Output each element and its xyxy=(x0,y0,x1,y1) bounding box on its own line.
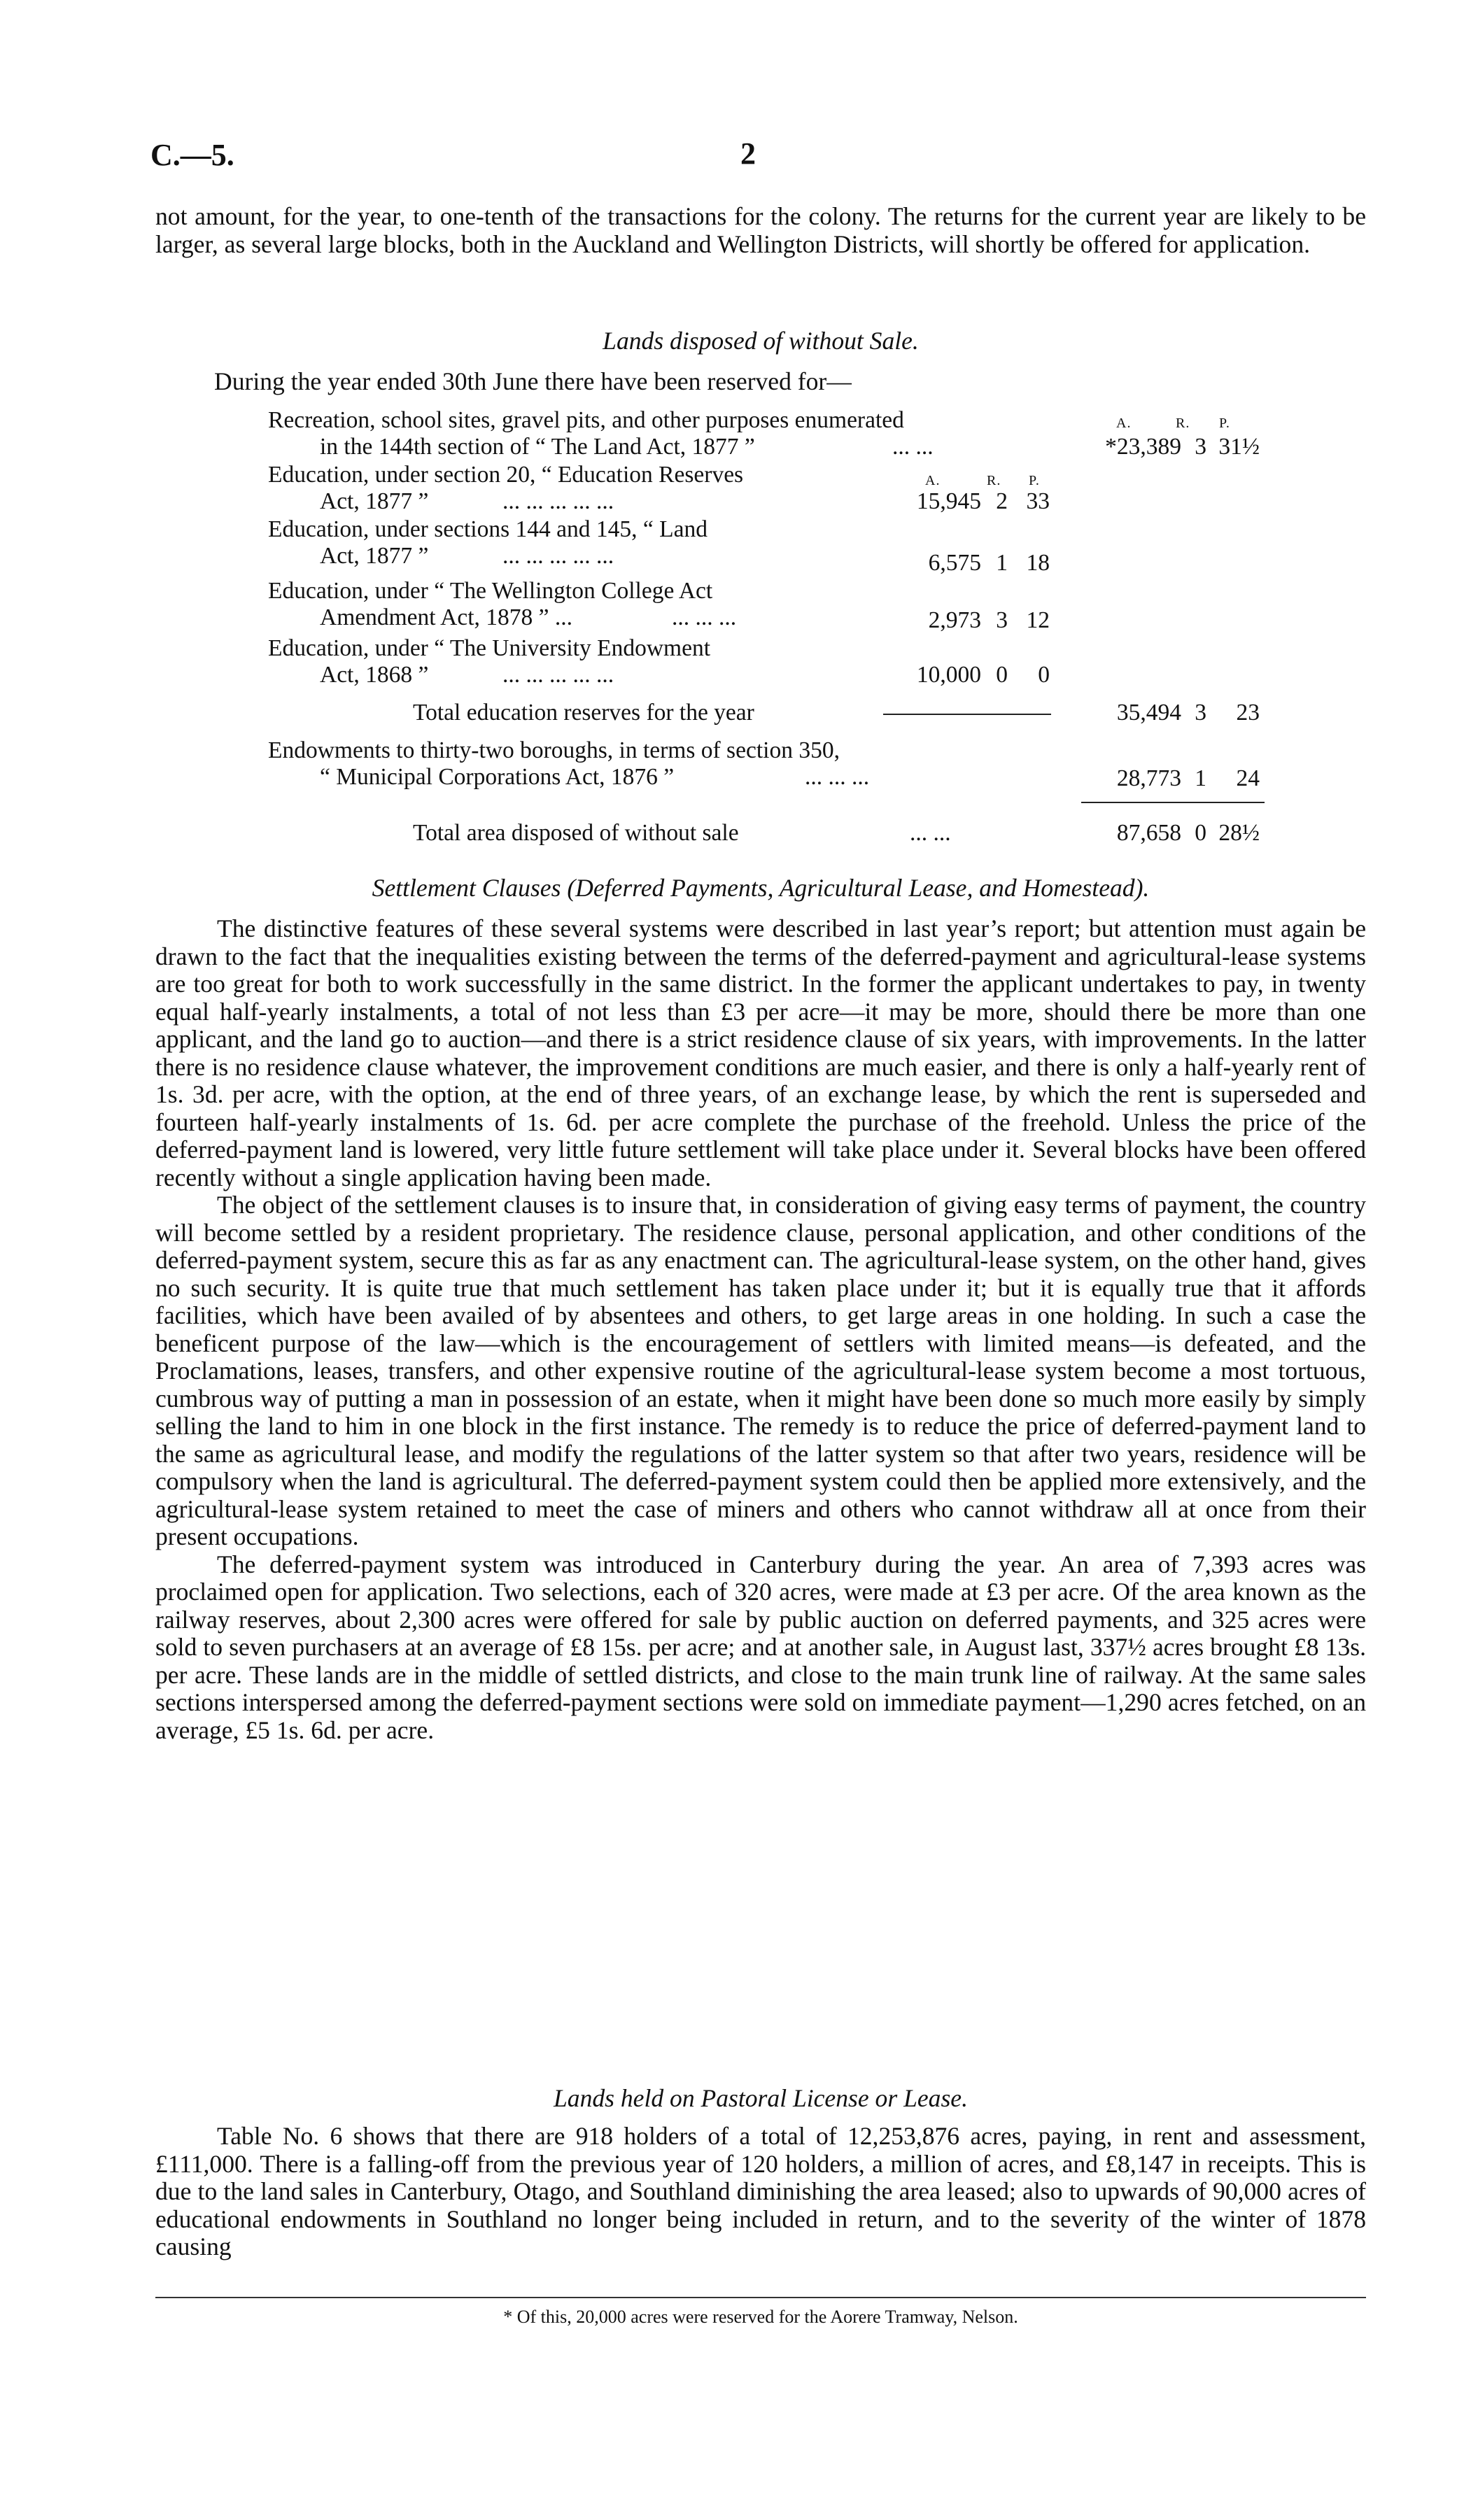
document-reference: C.—5. xyxy=(150,138,234,172)
page-number: 2 xyxy=(740,136,756,171)
row-edu-s20-perches: 33 xyxy=(1026,488,1050,514)
section-heading-lands-without-sale: Lands disposed of without Sale. xyxy=(603,327,919,355)
row-recreation-acres: *23,389 xyxy=(1105,434,1181,460)
row-edu-s144-line1: Education, under sections 144 and 145, “ Land xyxy=(268,516,708,542)
row-edu-s20-dots: ... ... ... ... ... xyxy=(502,488,614,514)
row-edu-wellington-line2: Amendment Act, 1878 ” ... xyxy=(320,604,572,630)
intro-paragraph-block xyxy=(155,203,1366,258)
total-education-perches: 23 xyxy=(1236,700,1260,725)
row-recreation-line2: in the 144th section of “ The Land Act, 1877 ” xyxy=(320,434,755,460)
endowments-line2: “ Municipal Corporations Act, 1876 ” xyxy=(320,764,675,790)
row-edu-s20-line2: Act, 1877 ” xyxy=(320,488,429,514)
footnote: * Of this, 20,000 acres were reserved for the Aorere Tramway, Nelson. xyxy=(503,2307,1018,2327)
endowments-line1: Endowments to thirty-two boroughs, in terms of section 350, xyxy=(268,737,840,763)
total-area-perches: 28½ xyxy=(1218,820,1260,846)
intro-paragraph: not amount, for the year, to one-tenth of the transactions for the colony. The returns for the current year are likely to be larger, as several large blocks, both in the Auckland and Wellington Districts, will shortly be offered for application. xyxy=(155,202,1366,258)
pastoral-paragraph: Table No. 6 shows that there are 918 holders of a total of 12,253,876 acres, paying, in rent and assessment, £111,000. There is a falling-off from the previous year of 120 holders, a million of acres, and £8,147 in receipts. This is due to the land sales in Canterbury, Otago, and Southland diminishing the area leased; also to upwards of 90,000 acres of educational endowments in Southland no longer being included in return, and to the severity of the winter of 1878 causing xyxy=(155,2122,1366,2260)
endowments-roods: 1 xyxy=(1195,765,1206,791)
row-edu-university-perches: 0 xyxy=(1038,662,1050,688)
endowments-dots: ... ... ... xyxy=(805,764,870,790)
col-header-perches: P. xyxy=(1219,416,1230,431)
inner-col-header-roods: R. xyxy=(987,473,1001,488)
row-edu-s20-roods: 2 xyxy=(996,488,1008,514)
inner-col-header-acres: A. xyxy=(925,473,941,488)
col-header-acres: A. xyxy=(1116,416,1132,431)
settlement-clauses-body xyxy=(155,915,1366,1744)
row-edu-university-line1: Education, under “ The University Endowment xyxy=(268,635,711,661)
row-edu-s20-line1: Education, under section 20, “ Education Reserves xyxy=(268,462,744,488)
footnote-rule xyxy=(155,2297,1366,2298)
row-edu-university-acres: 10,000 xyxy=(916,662,981,688)
row-edu-wellington-roods: 3 xyxy=(996,607,1008,633)
row-edu-university-line2: Act, 1868 ” xyxy=(320,662,429,688)
settlement-paragraph-1: The distinctive features of these several systems were described in last year’s report; but attention must again be drawn to the fact that the inequalities existing between the terms of the deferred-payment and agricultural-lease systems are too great for both to work successfully in the same district. In the former the applicant undertakes to pay, in twenty equal half-yearly instalments, a total of not less than £3 per acre—it may be more, should there be more than one applicant, and the land go to auction—and there is a strict residence clause of six years, with improvements. In the latter there is no residence clause whatever, the improvement conditions are much easier, and there is only a half-yearly rent of 1s. 3d. per acre, with the option, at the end of three years, of an exchange lease, by which the rent is superseded and fourteen half-yearly instalments of 1s. 6d. per acre complete the purchase of the freehold. Unless the price of the deferred-payment land is lowered, very little future settlement will take place under it. Several blocks have been offered recently without a single application having been made. xyxy=(155,914,1366,1191)
total-area-label: Total area disposed of without sale xyxy=(413,820,739,846)
section-heading-pastoral-license: Lands held on Pastoral License or Lease. xyxy=(554,2084,968,2112)
row-edu-s20-acres: 15,945 xyxy=(916,488,981,514)
total-rule xyxy=(1081,802,1265,803)
total-education-label: Total education reserves for the year xyxy=(413,700,754,725)
endowments-perches: 24 xyxy=(1236,765,1260,791)
row-edu-university-dots: ... ... ... ... ... xyxy=(502,662,614,688)
total-area-acres: 87,658 xyxy=(1116,820,1181,846)
total-education-roods: 3 xyxy=(1195,700,1206,725)
row-edu-s144-roods: 1 xyxy=(996,550,1008,576)
section1-lead: During the year ended 30th June there have been reserved for— xyxy=(214,367,852,395)
inner-col-header-perches: P. xyxy=(1029,473,1040,488)
col-header-roods: R. xyxy=(1176,416,1190,431)
row-edu-university-roods: 0 xyxy=(996,662,1008,688)
endowments-acres: 28,773 xyxy=(1116,765,1181,791)
row-edu-s144-dots: ... ... ... ... ... xyxy=(502,543,614,569)
row-edu-wellington-dots: ... ... ... xyxy=(672,604,737,630)
row-recreation-dots: ... ... xyxy=(892,434,934,460)
row-edu-wellington-acres: 2,973 xyxy=(928,607,981,633)
row-recreation-line1: Recreation, school sites, gravel pits, and other purposes enumerated xyxy=(268,407,904,433)
row-edu-wellington-line1: Education, under “ The Wellington College Act xyxy=(268,578,713,604)
row-recreation-roods: 3 xyxy=(1195,434,1206,460)
total-area-roods: 0 xyxy=(1195,820,1206,846)
total-education-acres: 35,494 xyxy=(1116,700,1181,725)
total-area-dots: ... ... xyxy=(910,820,951,846)
row-edu-wellington-perches: 12 xyxy=(1026,607,1050,633)
settlement-paragraph-2: The object of the settlement clauses is to insure that, in consideration of giving easy terms of payment, the country will become settled by a resident proprietary. The residence clause, personal application, and other conditions of the deferred-payment system, secure this as far as any enactment can. The agricultural-lease system, on the other hand, gives no such security. It is quite true that much settlement has taken place under it; but it is equally true that it affords facilities, which have been availed of by absentees and others, to get large areas in one holding. In such a case the beneficent purpose of the law—which is the encouragement of settlers with limited means—is defeated, and the Proclamations, leases, transfers, and other expensive routine of the agricultural-lease system become a most tortuous, cumbrous way of putting a man in possession of an estate, when it might have been done so much more easily by simply selling the land to him in one block in the first instance. The remedy is to reduce the price of deferred-payment land to the same as agricultural lease, and modify the regulations of the latter system so that after two years, residence will be compulsory when the land is agricultural. The deferred-payment system could then be applied more extensively, and the agricultural-lease system retained to meet the case of miners and others who cannot withdraw all at once from their present occupations. xyxy=(155,1191,1366,1550)
subtotal-rule xyxy=(883,714,1051,715)
section1-lead-block xyxy=(155,368,1366,396)
row-edu-s144-acres: 6,575 xyxy=(928,550,981,576)
pastoral-body xyxy=(155,2123,1366,2261)
row-edu-s144-perches: 18 xyxy=(1026,550,1050,576)
settlement-paragraph-3: The deferred-payment system was introduced in Canterbury during the year. An area of 7,393 acres was proclaimed open for application. Two selections, each of 320 acres, were made at £3 per acre. Of the area known as the railway reserves, about 2,300 acres were offered for sale by public auction on deferred payments, and 325 acres were sold to seven purchasers at an average of £8 15s. per acre; and at another sale, in August last, 337½ acres brought £8 13s. per acre. These lands are in the middle of settled districts, and close to the main trunk line of railway. At the same sales sections interspersed among the deferred-payment sections were sold on immediate payment—1,290 acres fetched, on an average, £5 1s. 6d. per acre. xyxy=(155,1550,1366,1744)
section-heading-settlement-clauses: Settlement Clauses (Deferred Payments, Agricultural Lease, and Homestead). xyxy=(372,874,1150,902)
row-edu-s144-line2: Act, 1877 ” xyxy=(320,543,429,569)
row-recreation-perches: 31½ xyxy=(1218,434,1260,460)
